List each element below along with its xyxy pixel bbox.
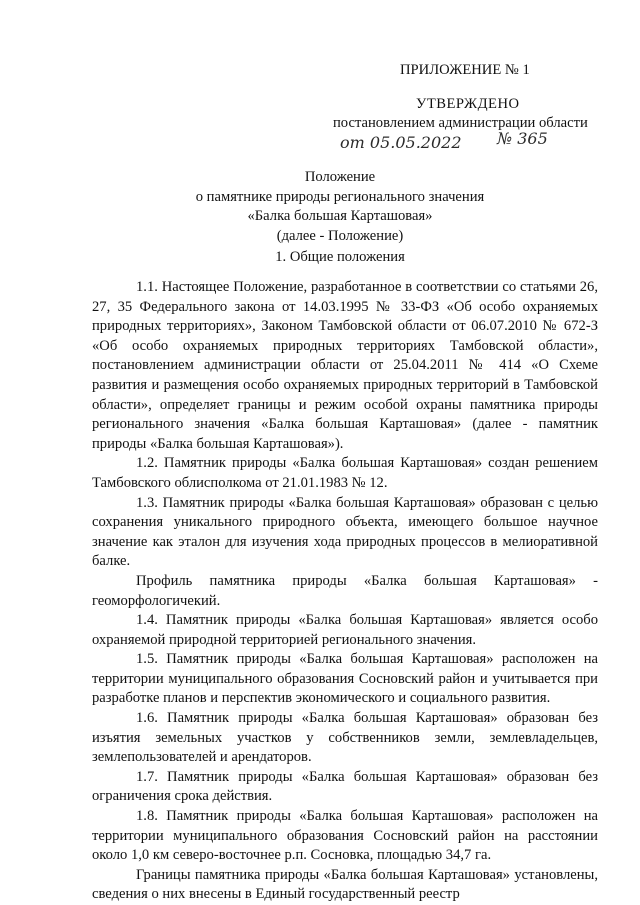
paragraph-1-1: 1.1. Настоящее Положение, разработанное в соответствии со статьями 26, 27, 35 Федерального закона от 14.03.1995 № 33-ФЗ «Об особо охраняемых природных территориях», Законом Тамбовской области от 06.07.2010 № 672-З «Об особо охраняемых природных территориях Тамбовской области», постановлением администрации области от 25.04.2011 № 414 «О Схеме развития и размещения особо охраняемых природных территорий в Тамбовской области», определяет границы и режим особой охраны памятника природы регионального значения «Балка большая Карташовая» (далее - памятник природы «Балка большая Карташовая»). bbox=[92, 279, 598, 452]
approved-label: УТВЕРЖДЕНО bbox=[416, 96, 520, 112]
section-heading: 1. Общие положения bbox=[275, 249, 405, 265]
paragraph-1-5: 1.5. Памятник природы «Балка большая Карташовая» расположен на территории муниципального образования Сосновский район и учитывается при разработке планов и перспектив экономического и социального развития. bbox=[92, 651, 598, 707]
appendix-label: ПРИЛОЖЕНИЕ № 1 bbox=[400, 62, 530, 78]
paragraph-boundaries: Границы памятника природы «Балка большая Карташовая» установлены, сведения о них внесены в Единый государственный реестр bbox=[92, 866, 598, 903]
title-line-4: (далее - Положение) bbox=[276, 227, 404, 244]
paragraph-1-6: 1.6. Памятник природы «Балка большая Карташовая» образован без изъятия земельных участков у собственников земли, землевладельцев, землепользователей и арендаторов. bbox=[92, 710, 598, 766]
paragraph-1-2: 1.2. Памятник природы «Балка большая Карташовая» создан решением Тамбовского облисполкома от 21.01.1983 № 12. bbox=[92, 455, 598, 491]
approved-by-text: постановлением администрации области bbox=[333, 115, 588, 131]
handwritten-number: № 365 bbox=[497, 129, 548, 148]
handwritten-date: от 05.05.2022 bbox=[340, 133, 462, 152]
title-line-3: «Балка большая Карташовая» bbox=[247, 208, 433, 224]
paragraph-1-7: 1.7. Памятник природы «Балка большая Карташовая» образован без ограничения срока действия. bbox=[92, 768, 598, 805]
paragraph-1-4: 1.4. Памятник природы «Балка большая Карташовая» является особо охраняемой природной территорией регионального значения. bbox=[92, 612, 598, 648]
paragraph-1-3: 1.3. Памятник природы «Балка большая Карташовая» образован с целью сохранения уникального природного объекта, имеющего большое научное значение как эталон для изучения хода природных процессов в мелиоративной балке. bbox=[92, 494, 598, 570]
title-line-1: Положение bbox=[304, 169, 376, 185]
section-body bbox=[92, 278, 598, 905]
paragraph-1-8: 1.8. Памятник природы «Балка большая Карташовая» расположен на территории муниципального образования Сосновский район на расстоянии около 1,0 км северо-восточнее р.п. Сосновка, площадью 34,7 га. bbox=[92, 808, 598, 864]
document-title bbox=[140, 168, 540, 246]
title-line-2: о памятнике природы регионального значения bbox=[195, 188, 485, 205]
paragraph-profile: Профиль памятника природы «Балка большая Карташовая» - геоморфологичекий. bbox=[92, 572, 598, 609]
